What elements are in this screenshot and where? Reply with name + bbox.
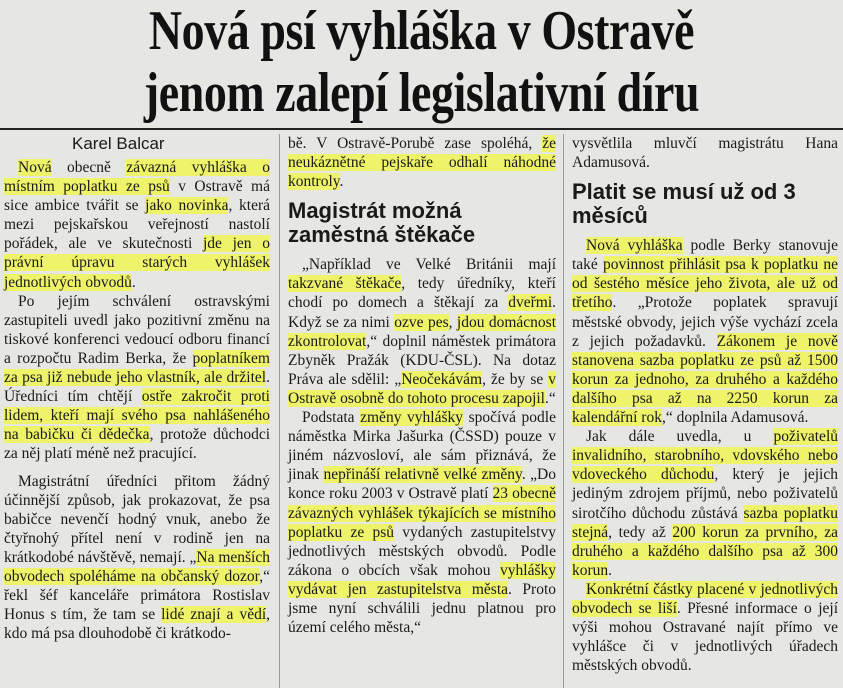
subheading: Magistrát možná zaměstná štěkače xyxy=(288,198,476,248)
paragraph: Podstata změny vyhlášky spočívá podle náměstka Mirka Jašurka (ČSSD) pouze v jiném názvosloví, ale sám přiznává, že jinak nepřináší relativně velké změny. „Do konce roku 2003 v Ostravě platí 23 obecně závazných vyhlášek týkajících se místního poplatku ze psů vydaných zastupitelstvy jednotlivých městských obvodů. Podle zákona o obcích však mohou vyhlášky vydávat jen zastupitelstva města. Proto jsme nyní schválili jednu platnou pro území celého města,“ xyxy=(288,409,556,637)
article-column-2 xyxy=(288,134,556,637)
paragraph: Nová obecně závazná vyhláška o místním poplatku ze psů v Ostravě má sice ambice tvářit se jako novinka, která mezi pejskařskou veřejností nastolí pořádek, ale ve skutečnosti jde jen o právní úpravu starých vyhlášek jednotlivých obvodů. xyxy=(4,159,271,291)
headline-rule xyxy=(0,128,843,130)
paragraph: Po jejím schválení ostravskými zastupiteli uvedl jako pozitivní změnu na tiskové konferenci vedoucí odboru financí a rozpočtu Radim Berka, že poplatníkem za psa již nebude jeho vlastník, ale držitel. Úředníci tím chtějí ostře zakročit proti lidem, kteří mají svého psa nahlášeného na babičku či dědečka, protože důchodci za něj platí méně než pracující. xyxy=(4,292,270,463)
column-divider-1 xyxy=(279,134,280,688)
headline-line-2: jenom zalepí legislativní díru xyxy=(143,62,700,124)
article-column-1 xyxy=(4,134,270,643)
paragraph: bě. V Ostravě-Porubě zase spoléhá, že neukáznětné pejskaře odhalí náhodné kontroly. xyxy=(288,135,556,191)
article-headline xyxy=(0,0,843,124)
paragraph: Nová vyhláška podle Berky stanovuje také povinnost přihlásit psa k poplatku ne od šestého měsíce jeho života, ale už od třetího. „Protože poplatek spravují městské obvody, jejich výše vychází zcela z jejich požadavků. Zákonem je nově stanovena sazba poplatku ze psů až 1500 korun za jednoho, za druhého a každého dalšího psa až na 2250 korun za kalendářní rok,“ doplnila Adamusová. xyxy=(572,237,838,427)
paragraph: Magistrátní úředníci přitom žádný účinnější způsob, jak prokazovat, že psa babičce nevenčí hodný vnuk, anebo že čtyřnohý přítel není v rodině jen na krátkodobé návštěvě, nemají. „Na menších obvodech spoléháme na občanský dozor,“ řekl šéf kanceláře primátora Rostislav Honus s tím, že tam se lidé znají a vědí, kdo má psa dlouhodobě či krátkodo- xyxy=(4,472,271,643)
paragraph: vysvětlila mluvčí magistrátu Hana Adamusová. xyxy=(572,135,838,172)
paragraph: Konkrétní částky placené v jednotlivých obvodech se liší. Přesné informace o její výši mohou Ostravané najít přímo ve vyhlášce či v jednotlivých úřadech městských obvodů. xyxy=(572,580,838,675)
article-column-3 xyxy=(572,134,838,675)
subheading: Platit se musí už od 3 měsíců xyxy=(572,179,796,229)
headline-line-1: Nová psí vyhláška v Ostravě xyxy=(148,0,695,62)
paragraph: Jak dále uvedla, u poživatelů invalidního, starobního, vdovského nebo vdoveckého důchodu, který je jejich jediným zdrojem příjmů, nebo poživatelů sirotčího důchodu zůstává sazba poplatku stejná, tedy až 200 korun za prvního, za druhého a každého dalšího psa až 300 korun. xyxy=(572,428,838,579)
author-byline: Karel Balcar xyxy=(72,134,165,153)
paragraph: „Například ve Velké Británii mají takzvané štěkače, tedy úředníky, kteří chodí po domech a štěkají za dveřmi. Když se za nimi ozve pes, jdou domácnost zkontrolovat,“ doplnil náměstek primátora Zbyněk Pražák (KDU-ČSL). Na dotaz Práva ale sdělil: „Neočekávám, že by se v Ostravě osobně do tohoto procesu zapojil.“ xyxy=(288,256,557,407)
column-divider-2 xyxy=(563,134,564,688)
